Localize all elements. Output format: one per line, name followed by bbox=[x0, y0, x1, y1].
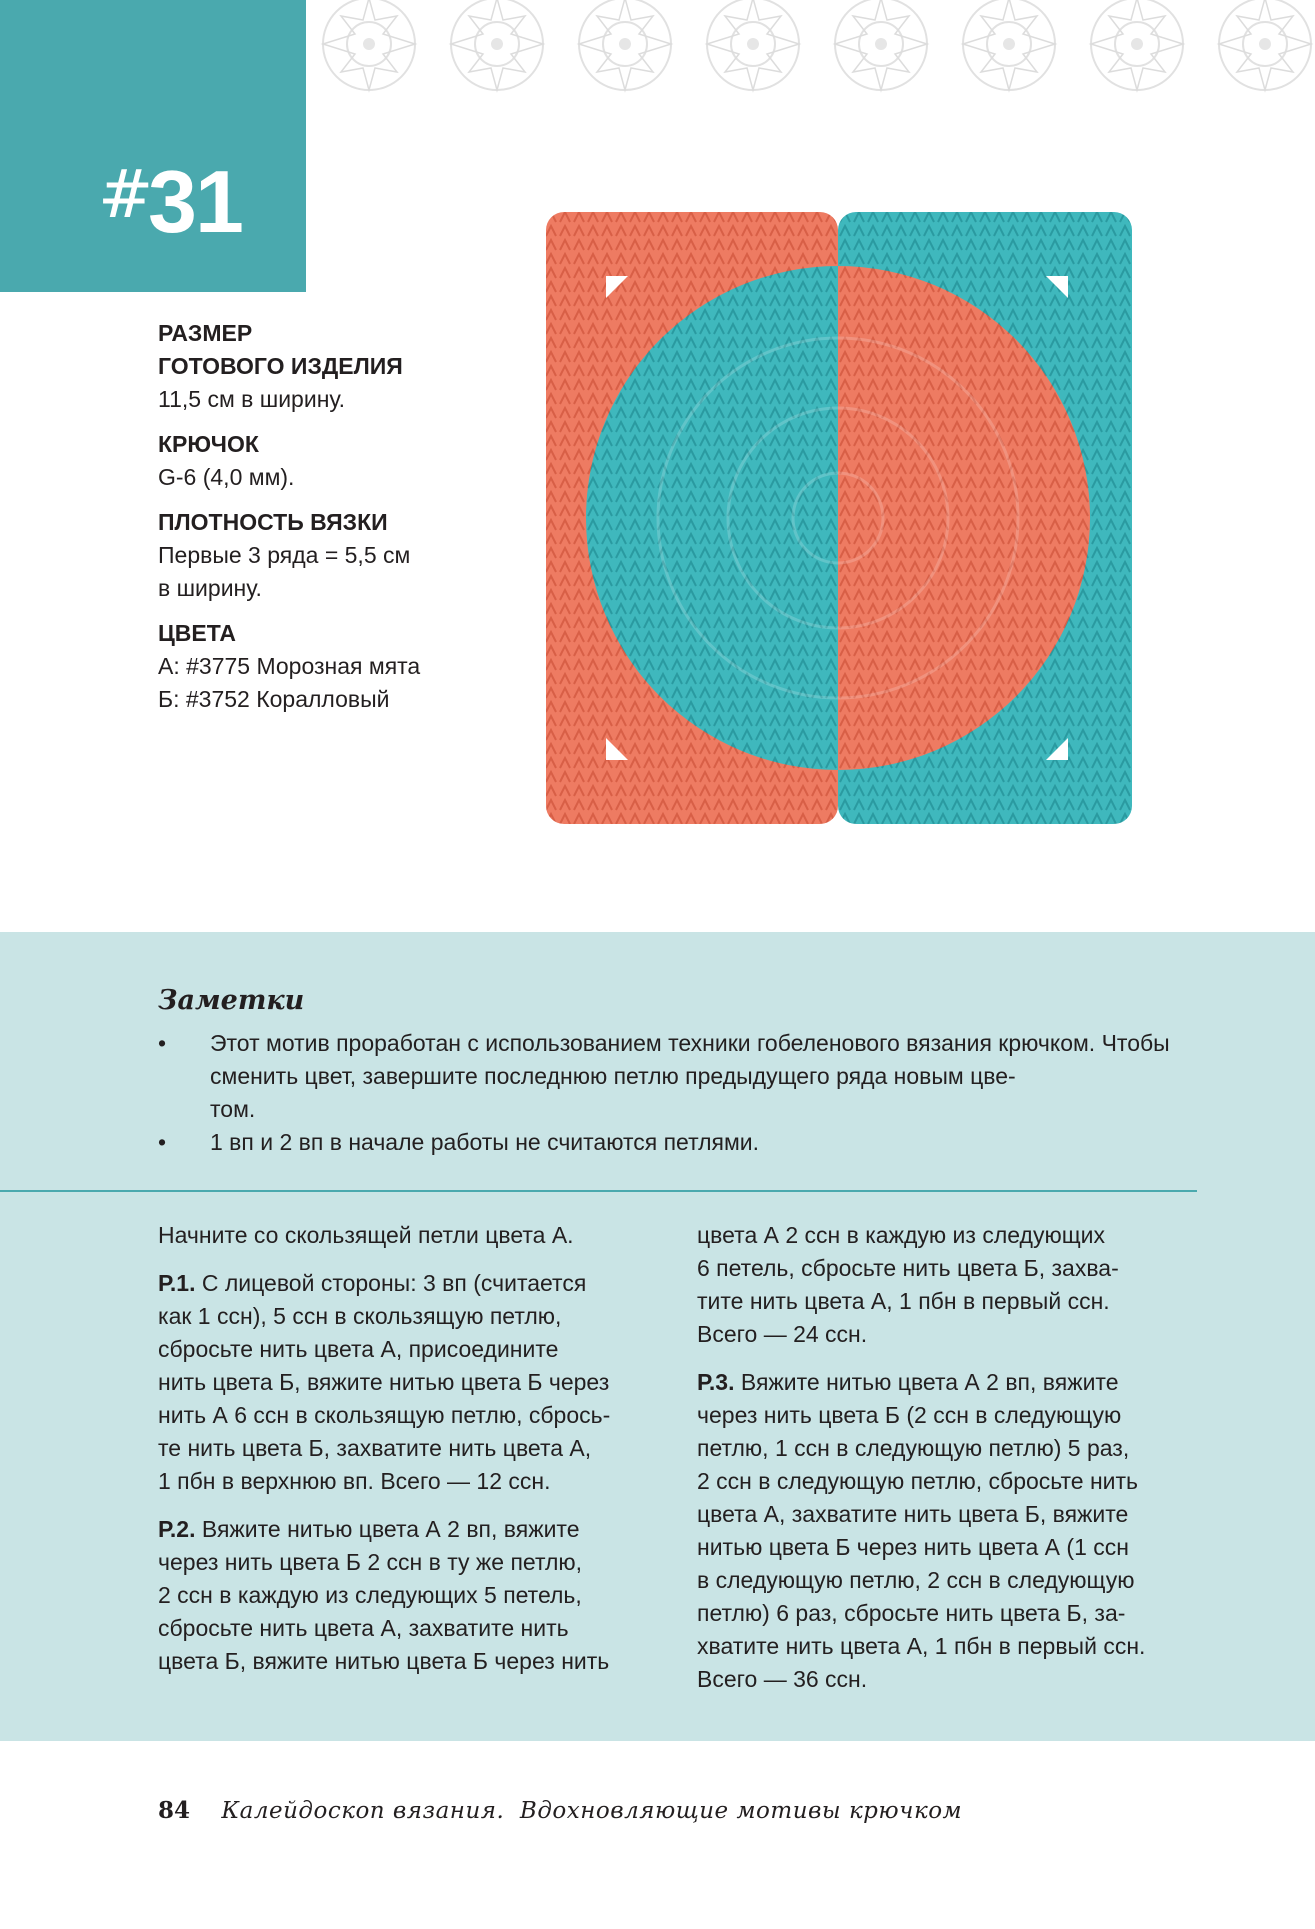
spec-text-hook: G-6 (4,0 мм). bbox=[158, 464, 295, 490]
instruction-row-2 bbox=[158, 1513, 678, 1678]
spec-text-size: 11,5 см в ширину. bbox=[158, 386, 345, 412]
instruction-row-2-continued: цвета А 2 ссн в каждую из следующих 6 петель, сбросьте нить цвета Б, захва- тите нить цвета А, 1 пбн в первый ссн. Всего — 24 ссн. bbox=[697, 1222, 1119, 1347]
instruction-intro: Начните со скользящей петли цвета А. bbox=[158, 1222, 574, 1248]
motif-number-hash: # bbox=[98, 156, 154, 233]
spec-heading-hook: КРЮЧОК bbox=[158, 431, 259, 457]
bullet-icon: • bbox=[158, 1129, 167, 1155]
spec-text-colors: А: #3775 Морозная мята Б: #3752 Коралловый bbox=[158, 653, 421, 712]
spec-heading-gauge: ПЛОТНОСТЬ ВЯЗКИ bbox=[158, 509, 388, 535]
motif-number: 31 bbox=[148, 152, 242, 251]
page-footer bbox=[158, 1797, 962, 1824]
instruction-row-3 bbox=[697, 1366, 1217, 1696]
notes-title: Заметки bbox=[158, 985, 305, 1016]
note-text: Этот мотив проработан с использованием техники гобеленового вязания крючком. Чтобы сменить цвет, завершите последнюю петлю предыдущего ряда новым цве- том. bbox=[210, 1030, 1170, 1122]
motif-number-block bbox=[0, 0, 306, 292]
row-3-label: Р.3. bbox=[697, 1369, 735, 1395]
row-1-label: Р.1. bbox=[158, 1270, 196, 1296]
bullet-icon: • bbox=[158, 1030, 167, 1056]
instruction-row-1 bbox=[158, 1267, 678, 1498]
specs-block bbox=[158, 317, 518, 728]
row-2-label: Р.2. bbox=[158, 1516, 196, 1542]
row-3-text: Вяжите нитью цвета А 2 вп, вяжите через нить цвета Б (2 ссн в следующую петлю, 1 ссн в следующую петлю) 5 раз, 2 ссн в следующую петлю, сбросьте нить цвета А, захватите нить цвета Б, вяжите нитью цвета Б через нить цвета А (1 ссн в следующую петлю, 2 ссн в следующую петлю) 6 раз, сбросьте нить цвета Б, за- хватите нить цвета А, 1 пбн в первый ссн. Всего — 36 ссн. bbox=[697, 1369, 1146, 1692]
note-item bbox=[158, 1126, 1208, 1159]
row-1-text: С лицевой стороны: 3 вп (считается как 1 ссн), 5 ссн в скользящую петлю, сбросьте нить цвета А, присоедините нить цвета Б, вяжите нитью цвета Б через нить А 6 ссн в скользящую петлю, сбрось- те нить цвета Б, захватите нить цвета А, 1 пбн в верхнюю вп. Всего — 12 ссн. bbox=[158, 1270, 611, 1494]
lace-pattern-band bbox=[305, 0, 1315, 128]
page-number: 84 bbox=[158, 1797, 191, 1824]
instructions-column-left bbox=[158, 1219, 678, 1693]
spec-text-gauge: Первые 3 ряда = 5,5 см в ширину. bbox=[158, 542, 411, 601]
spec-heading-colors: ЦВЕТА bbox=[158, 620, 236, 646]
section-divider bbox=[0, 1190, 1197, 1192]
row-2-text: Вяжите нитью цвета А 2 вп, вяжите через нить цвета Б 2 ссн в ту же петлю, 2 ссн в каждую из следующих 5 петель, сбросьте нить цвета А, захватите нить цвета Б, вяжите нитью цвета Б через нить bbox=[158, 1516, 610, 1674]
spec-heading-size: РАЗМЕР ГОТОВОГО ИЗДЕЛИЯ bbox=[158, 320, 403, 379]
note-text: 1 вп и 2 вп в начале работы не считаются петлями. bbox=[210, 1129, 760, 1155]
notes-list bbox=[158, 1027, 1208, 1159]
crochet-square-photo bbox=[488, 168, 1188, 868]
note-item bbox=[158, 1027, 1208, 1126]
book-title: Калейдоскоп вязания. Вдохновляющие мотивы крючком bbox=[221, 1798, 963, 1824]
instructions-column-right bbox=[697, 1219, 1217, 1711]
